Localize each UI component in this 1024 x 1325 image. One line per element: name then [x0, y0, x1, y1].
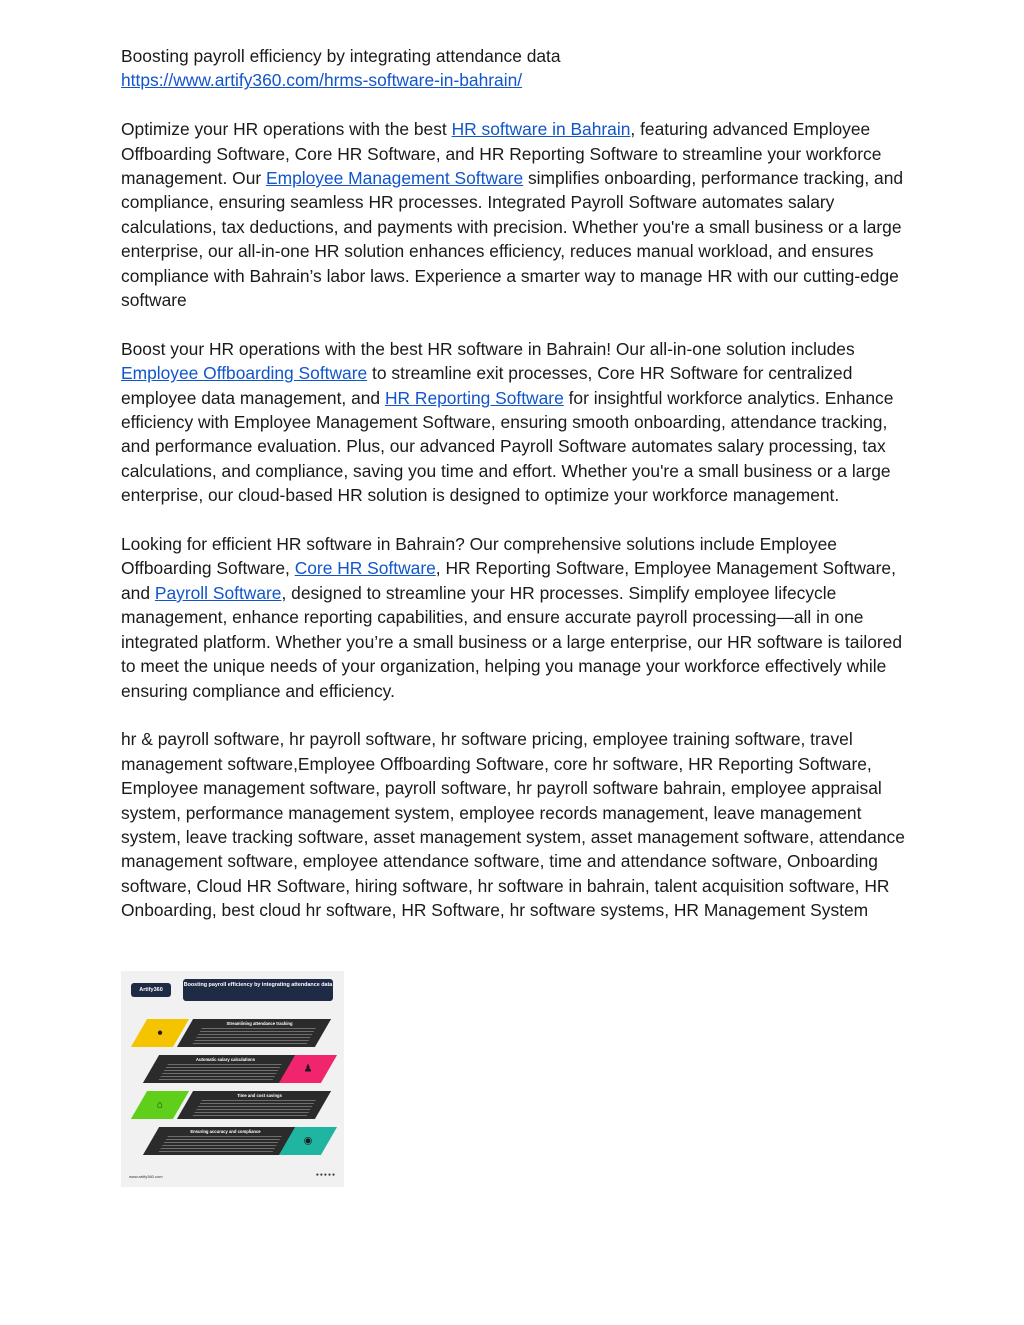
- infographic-section-3: Time and cost savings: [177, 1091, 331, 1119]
- keywords-paragraph: hr & payroll software, hr payroll software, hr software pricing, employee training software, travel management software,Employee Offboarding Software, core hr software, HR Reporting Software, Employee management software, payroll software, hr payroll software bahrain, employee appraisal system, performance management system, employee records management, leave management system, leave tracking software, asset management system, asset management software, attendance management software, employee attendance software, time and attendance software, Onboarding software, Cloud HR Software, hiring software, hr software in bahrain, talent acquisition software, HR Onboarding, best cloud hr software, HR Software, hr software systems, HR Management System: [121, 729, 905, 921]
- core-hr-link[interactable]: Core HR Software: [294, 558, 436, 579]
- payroll-software-link[interactable]: Payroll Software: [154, 582, 282, 603]
- paragraph-3: Looking for efficient HR software in Bahrain? Our comprehensive solutions include Employee Offboarding Software, Core HR Software, HR Reporting Software, Employee Management Software, and Payroll Software, designed to streamline your HR processes. Simplify employee lifecycle management, enhance reporting capabilities, and ensure accurate payroll processing—all in one integrated platform. Whether you’re a small business or a large enterprise, our HR software is tailored to meet the unique needs of your organization, helping you manage your workforce effectively while ensuring compliance and efficiency.: [121, 534, 902, 701]
- social-icons: ●●●●●: [315, 1172, 336, 1178]
- infographic-image: [121, 971, 344, 1187]
- infographic-section-4: Ensuring accuracy and compliance: [143, 1127, 297, 1155]
- hr-software-bahrain-link[interactable]: HR software in Bahrain: [451, 119, 631, 140]
- hr-reporting-link[interactable]: HR Reporting Software: [384, 387, 564, 408]
- infographic-site: www.artify360.com: [129, 1174, 163, 1179]
- infographic-section-2: Automatic salary calculations: [143, 1055, 297, 1083]
- paragraph-2: Boost your HR operations with the best HR software in Bahrain! Our all-in-one solution includes Employee Offboarding Software to streamline exit processes, Core HR Software for centralized employee data management, and HR Reporting Software for insightful workforce analytics. Enhance efficiency with Employee Management Software, ensuring smooth onboarding, attendance tracking, and performance evaluation. Plus, our advanced Payroll Software automates salary processing, tax calculations, and compliance, saving you time and effort. Whether you're a small business or a large enterprise, our cloud-based HR solution is designed to optimize your workforce management.: [121, 338, 894, 506]
- lightbulb-icon: ●: [156, 1027, 164, 1039]
- house-icon: ⌂: [156, 1099, 164, 1111]
- paragraph-1: Optimize your HR operations with the best HR software in Bahrain, featuring advanced Employee Offboarding Software, Core HR Software, and HR Reporting Software to streamline your workforce management. Our Employee Management Software simplifies onboarding, performance tracking, and compliance, ensuring seamless HR processes. Integrated Payroll Software automates salary calculations, tax deductions, and payments with precision. Whether you're a small business or a large enterprise, our all-in-one HR solution enhances efficiency, reduces manual workload, and ensures compliance with Bahrain’s labor laws. Experience a smarter way to manage HR with our cutting-edge software: [121, 119, 904, 311]
- people-icon: ♟: [303, 1063, 313, 1075]
- employee-offboarding-link[interactable]: Employee Offboarding Software: [121, 363, 368, 384]
- artify360-logo: Artify360: [131, 983, 171, 997]
- chat-icon: ◉: [303, 1135, 313, 1147]
- doc-title: Boosting payroll efficiency by integrating attendance data: [121, 46, 561, 66]
- source-url-link[interactable]: https://www.artify360.com/hrms-software-in-bahrain/: [121, 70, 523, 91]
- infographic-section-1: Streamlining attendance tracking: [177, 1019, 331, 1047]
- document-body: [121, 44, 911, 923]
- employee-management-link[interactable]: Employee Management Software: [266, 168, 524, 189]
- infographic-heading: Boosting payroll efficiency by integrating attendance data: [183, 979, 333, 1001]
